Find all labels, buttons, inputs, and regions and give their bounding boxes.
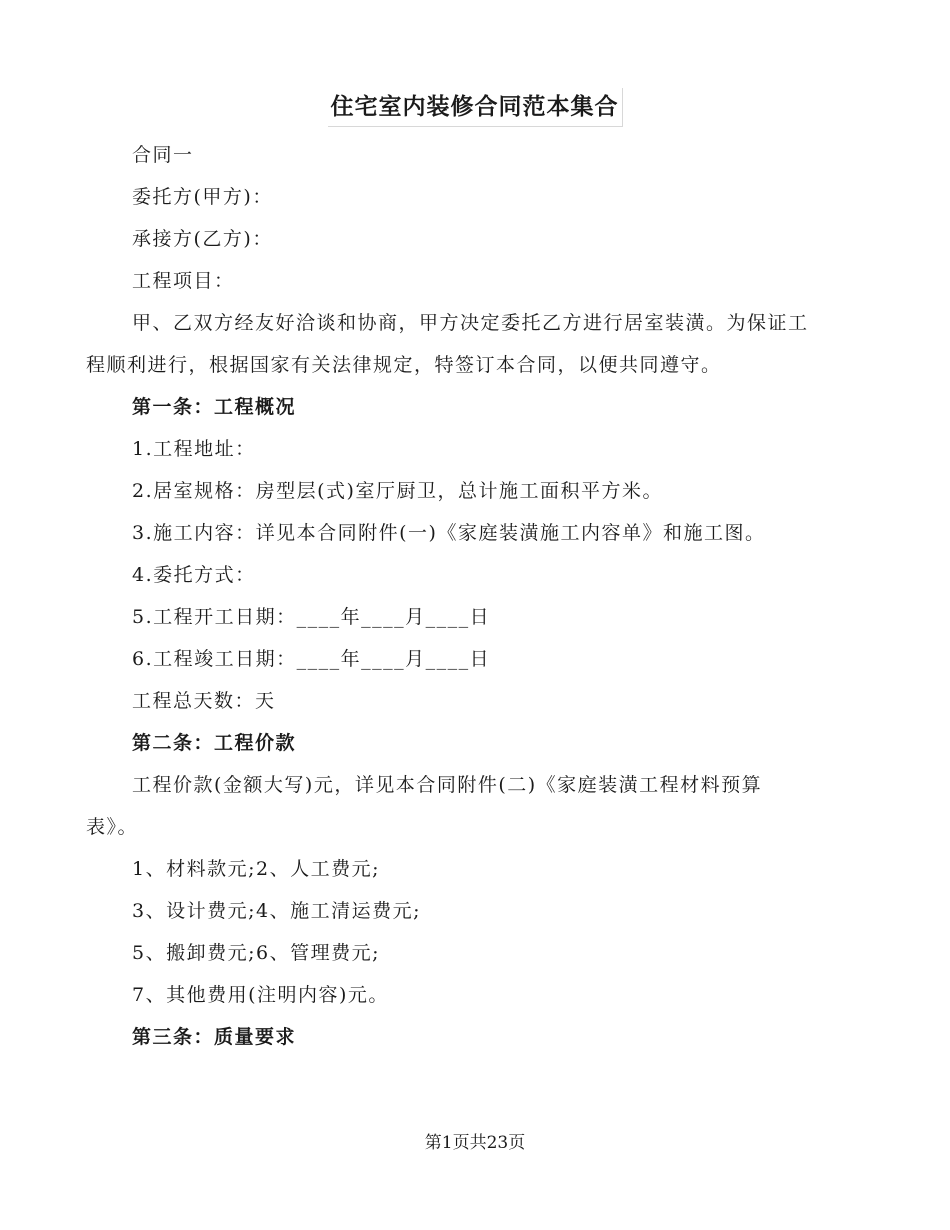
clause-line: 6.工程竣工日期：____年____月____日 bbox=[132, 648, 491, 670]
title-wrap bbox=[0, 88, 950, 127]
document-body bbox=[86, 134, 856, 1058]
price-line-1: 工程价款(金额大写)元，详见本合同附件(二)《家庭装潢工程材料预算 bbox=[132, 774, 763, 796]
fee-line: 1、材料款元;2、人工费元; bbox=[132, 858, 380, 880]
contract-label: 合同一 bbox=[132, 144, 194, 166]
document-title: 住宅室内装修合同范本集合 bbox=[328, 88, 623, 127]
clause-line: 工程总天数：天 bbox=[132, 690, 276, 712]
price-line-2: 表》。 bbox=[86, 816, 139, 838]
party-b-line: 承接方(乙方)： bbox=[132, 228, 273, 250]
clause-line: 1.工程地址： bbox=[132, 438, 256, 460]
preamble-line-1: 甲、乙双方经友好洽谈和协商，甲方决定委托乙方进行居室装潢。为保证工 bbox=[132, 312, 809, 334]
clause-line: 4.委托方式： bbox=[132, 564, 256, 586]
fee-line: 5、搬卸费元;6、管理费元; bbox=[132, 942, 380, 964]
article-1-heading: 第一条：工程概况 bbox=[132, 396, 297, 418]
fee-line: 3、设计费元;4、施工清运费元; bbox=[132, 900, 421, 922]
preamble-line-2: 程顺利进行，根据国家有关法律规定，特签订本合同，以便共同遵守。 bbox=[86, 354, 722, 376]
clause-line: 3.施工内容：详见本合同附件(一)《家庭装潢施工内容单》和施工图。 bbox=[132, 522, 766, 544]
clause-line: 5.工程开工日期：____年____月____日 bbox=[132, 606, 491, 628]
article-2-heading: 第二条：工程价款 bbox=[132, 732, 297, 754]
page-number-footer: 第1页共23页 bbox=[424, 1133, 526, 1153]
party-a-line: 委托方(甲方)： bbox=[132, 186, 273, 208]
clause-line: 2.居室规格：房型层(式)室厅厨卫，总计施工面积平方米。 bbox=[132, 480, 663, 502]
project-line: 工程项目： bbox=[132, 270, 235, 292]
article-3-heading: 第三条：质量要求 bbox=[132, 1026, 297, 1048]
fee-line: 7、其他费用(注明内容)元。 bbox=[132, 984, 389, 1006]
